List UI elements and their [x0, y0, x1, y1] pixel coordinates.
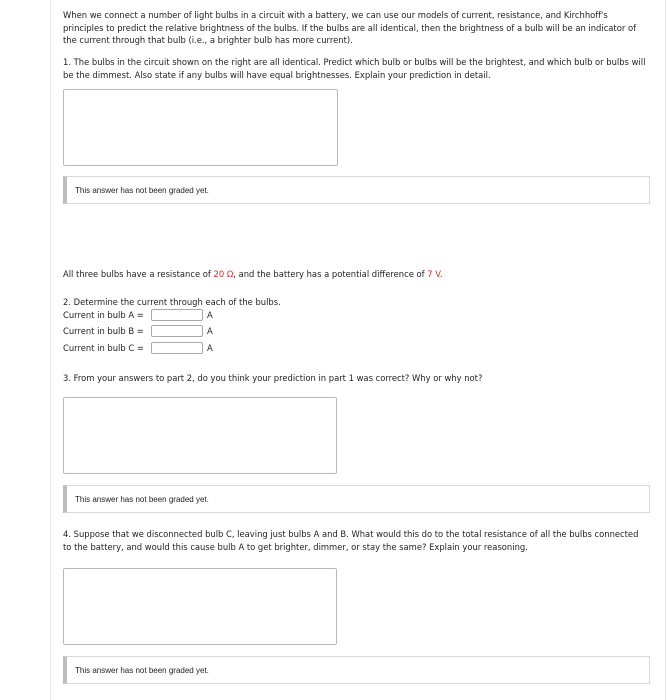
- current-row-b: [63, 325, 213, 337]
- voltage-value: 7 V: [427, 269, 440, 279]
- given-suffix: .: [439, 269, 443, 279]
- current-input-a[interactable]: [151, 309, 203, 321]
- graded-status-3: [63, 485, 650, 513]
- graded-status-1: [63, 176, 650, 204]
- graded-status-text: This answer has not been graded yet.: [75, 665, 209, 675]
- current-row-a: [63, 309, 213, 321]
- question-4-text: 4. Suppose that we disconnected bulb C, leaving just bulbs A and B. What would this do to the total resistance of all the bulbs connected to the battery, and would this cause bulb A to get brighter, dimmer, or stay the same? Explain your reasoning.: [63, 529, 639, 552]
- answer-1-textarea[interactable]: [63, 89, 338, 166]
- unit-label-b: A: [207, 326, 213, 336]
- question-1-text: 1. The bulbs in the circuit shown on the right are all identical. Predict which bulb or bulbs will be the brightest, and which bulb or bulbs will be the dimmest. Also state if any bulbs will have equal brightnesses. Explain your prediction in detail.: [63, 57, 646, 80]
- current-label-b: Current in bulb B =: [63, 326, 144, 336]
- current-input-b[interactable]: [151, 325, 203, 337]
- current-input-c[interactable]: [151, 342, 203, 354]
- question-3-text: 3. From your answers to part 2, do you think your prediction in part 1 was correct? Why or why not?: [63, 373, 483, 383]
- answer-4-textarea[interactable]: [63, 568, 337, 645]
- unit-label-a: A: [207, 310, 213, 320]
- current-row-c: [63, 342, 213, 354]
- question-2-title: 2. Determine the current through each of the bulbs.: [63, 297, 281, 307]
- given-values-text: [63, 268, 648, 281]
- graded-status-4: [63, 656, 650, 684]
- answer-3-textarea[interactable]: [63, 397, 337, 474]
- resistance-value: 20 Ω: [213, 269, 234, 279]
- intro-paragraph: When we connect a number of light bulbs in a circuit with a battery, we can use our models of current, resistance, and Kirchhoff's principles to predict the relative brightness of the bulbs. If the bulbs are all identical, then the brightness of a bulb will be an indicator of the current through that bulb (i.e., a brighter bulb has more current).: [63, 10, 637, 45]
- graded-status-text: This answer has not been graded yet.: [75, 185, 209, 195]
- given-prefix: All three bulbs have a resistance of: [63, 269, 214, 279]
- current-label-a: Current in bulb A =: [63, 310, 144, 320]
- given-middle: , and the battery has a potential difference of: [233, 269, 428, 279]
- graded-status-text: This answer has not been graded yet.: [75, 494, 209, 504]
- current-label-c: Current in bulb C =: [63, 343, 144, 353]
- unit-label-c: A: [207, 343, 213, 353]
